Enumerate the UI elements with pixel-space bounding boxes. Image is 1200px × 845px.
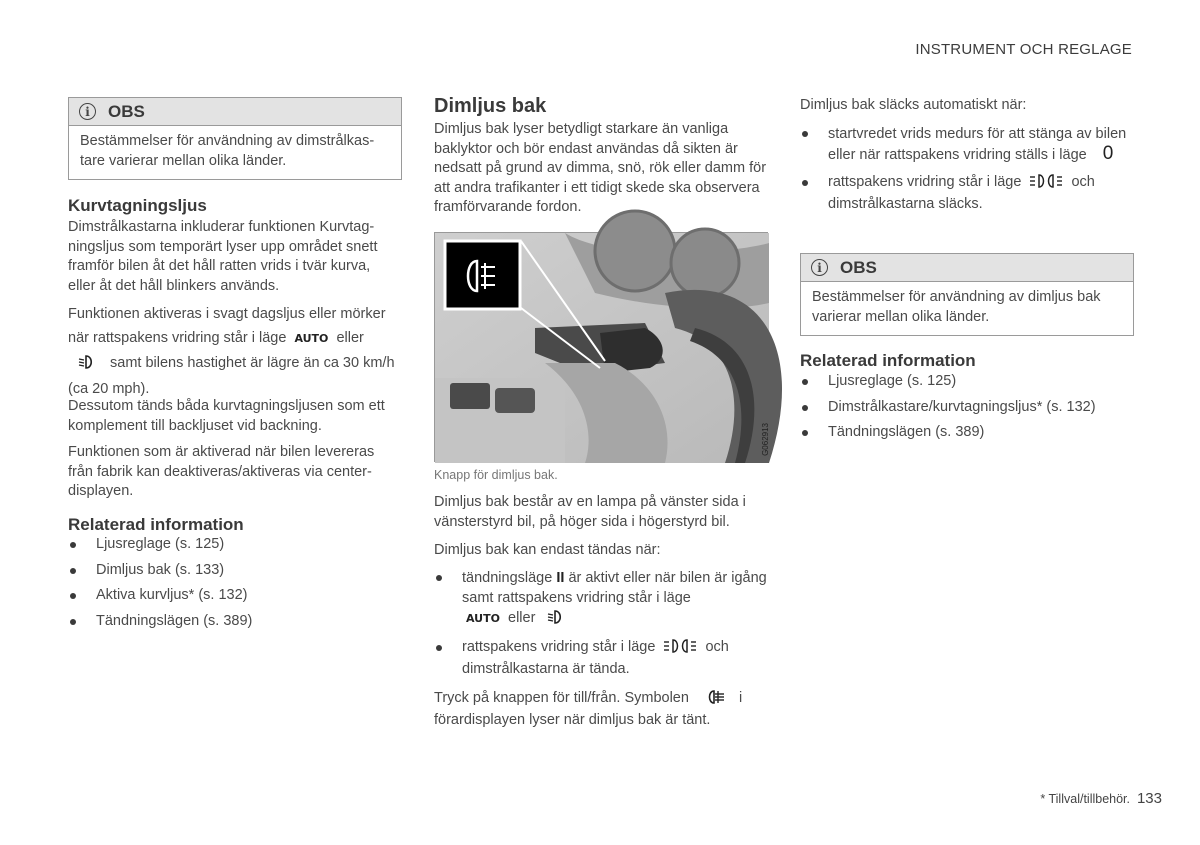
auto-symbol: AUTO — [294, 332, 329, 345]
b2-text-a: rattspakens vridring står i läge — [462, 639, 656, 655]
fog-light-button-photo — [434, 232, 768, 462]
obs-note-title: OBS — [108, 101, 145, 121]
list-item[interactable]: Dimstrålkastare/kurvtagningsljus* (s. 132) — [800, 398, 1132, 418]
dimljus-intro: Dimljus bak lyser betydligt starkare än vanliga baklyktor och bör endast användas då sikten är nedsatt på grund av dimma, snö, rök eller damm för att andra trafikanter i ett tidigt skede ska observera framförvarande fordon. — [434, 121, 767, 215]
list-item — [434, 568, 768, 630]
dimljus-paragraph-3 — [434, 689, 768, 730]
image-caption: Knapp för dimljus bak. — [434, 468, 558, 482]
off-position-symbol: 0 — [1102, 143, 1114, 164]
p3-text-b: i förardisplayen lyser när dimljus bak är tänt. — [434, 690, 743, 728]
obs-note-box-right — [800, 253, 1134, 336]
right-conditions-list — [800, 124, 1132, 220]
ignition-mode-symbol: II — [556, 570, 565, 586]
kurv-p2-text-a: Funktionen aktiveras i svagt dagsljus eller mörker när rattspakens vridring står i läge — [68, 306, 386, 346]
dimljus-paragraph-2: Dimljus bak kan endast tändas när: — [434, 542, 661, 558]
kurv-paragraph-3: Dessutom tänds båda kurvtagningsljusen som ett komplement till backljuset vid backning. — [68, 398, 385, 434]
list-item — [800, 124, 1132, 165]
list-item[interactable]: Dimljus bak (s. 133) — [68, 561, 400, 581]
p3-text-a: Tryck på knappen för till/från. Symbolen — [434, 690, 689, 706]
low-beam-icon — [547, 610, 565, 630]
page-number: 133 — [1136, 790, 1162, 807]
image-code: G062913 — [761, 423, 770, 456]
kurv-p2-text-c: samt bilens hastighet är lägre än ca 30 km/h (ca 20 mph). — [68, 355, 395, 397]
list-item — [800, 173, 1132, 214]
obs-note-title: OBS — [840, 257, 877, 277]
b1-text-a: tändningsläge — [462, 570, 553, 586]
obs-note-header — [69, 98, 401, 126]
b2-text-b: och dimstrålkastarna är tända. — [462, 639, 729, 677]
list-item[interactable]: Tändningslägen (s. 389) — [68, 612, 400, 632]
b1-text-b: är aktivt eller när bilen är igång samt rattspakens vridring står i läge — [462, 570, 767, 606]
section-title: INSTRUMENT OCH REGLAGE — [915, 41, 1132, 58]
rb2-text-b: och dimstrålkastarna släcks. — [828, 174, 1095, 212]
list-item — [434, 638, 768, 679]
rb2-text-a: rattspakens vridring står i läge — [828, 174, 1022, 190]
b1-text-c: eller — [508, 610, 536, 626]
right-paragraph-1: Dimljus bak släcks automatiskt när: — [800, 97, 1027, 113]
list-item[interactable]: Aktiva kurvljus* (s. 132) — [68, 586, 400, 606]
dimljus-conditions-list — [434, 568, 768, 685]
footer-note: * Tillval/tillbehör. — [1040, 792, 1130, 806]
kurv-p2-text-b: eller — [336, 330, 364, 346]
kurv-paragraph-4: Funktionen som är aktiverad när bilen levereras från fabrik kan deaktiveras/aktiveras via center-displayen. — [68, 444, 375, 499]
low-beam-icon — [78, 353, 96, 377]
rb1-text: startvredet vrids medurs för att stänga av bilen eller när rattspakens vridring ställs i läge — [828, 126, 1127, 163]
related-heading-right: Relaterad information — [800, 351, 976, 370]
info-icon: i — [811, 259, 828, 276]
kurv-paragraph-1: Dimstrålkastarna inkluderar funktionen Kurvtag-ningsljus som temporärt lyser upp området snett framför bilen åt det håll ratten vrids i tvär kurva, eller åt det håll blinkers används. — [68, 219, 378, 294]
obs-note-header — [801, 254, 1133, 282]
kurvtagningsljus-heading: Kurvtagningsljus — [68, 196, 207, 215]
rear-fog-light-icon — [707, 690, 725, 711]
related-list-left — [68, 535, 400, 637]
list-item[interactable]: Ljusreglage (s. 125) — [68, 535, 400, 555]
related-list-right — [800, 372, 1132, 449]
parking-light-icon — [663, 639, 697, 660]
obs-note-box — [68, 97, 402, 180]
info-icon: i — [79, 103, 96, 120]
parking-light-icon — [1029, 174, 1063, 195]
auto-symbol: AUTO — [466, 612, 500, 625]
related-heading-left: Relaterad information — [68, 515, 244, 534]
list-item[interactable]: Ljusreglage (s. 125) — [800, 372, 1132, 392]
dimljus-paragraph-1: Dimljus bak består av en lampa på vänster sida i vänsterstyrd bil, på höger sida i högerstyrd bil. — [434, 494, 746, 530]
kurv-paragraph-2 — [68, 302, 400, 401]
obs-note-body: Bestämmelser för användning av dimljus bak varierar mellan olika länder. — [812, 289, 1101, 325]
obs-note-body: Bestämmelser för användning av dimstrålkas-tare varierar mellan olika länder. — [80, 133, 375, 169]
dimljus-bak-heading: Dimljus bak — [434, 95, 547, 117]
list-item[interactable]: Tändningslägen (s. 389) — [800, 423, 1132, 443]
